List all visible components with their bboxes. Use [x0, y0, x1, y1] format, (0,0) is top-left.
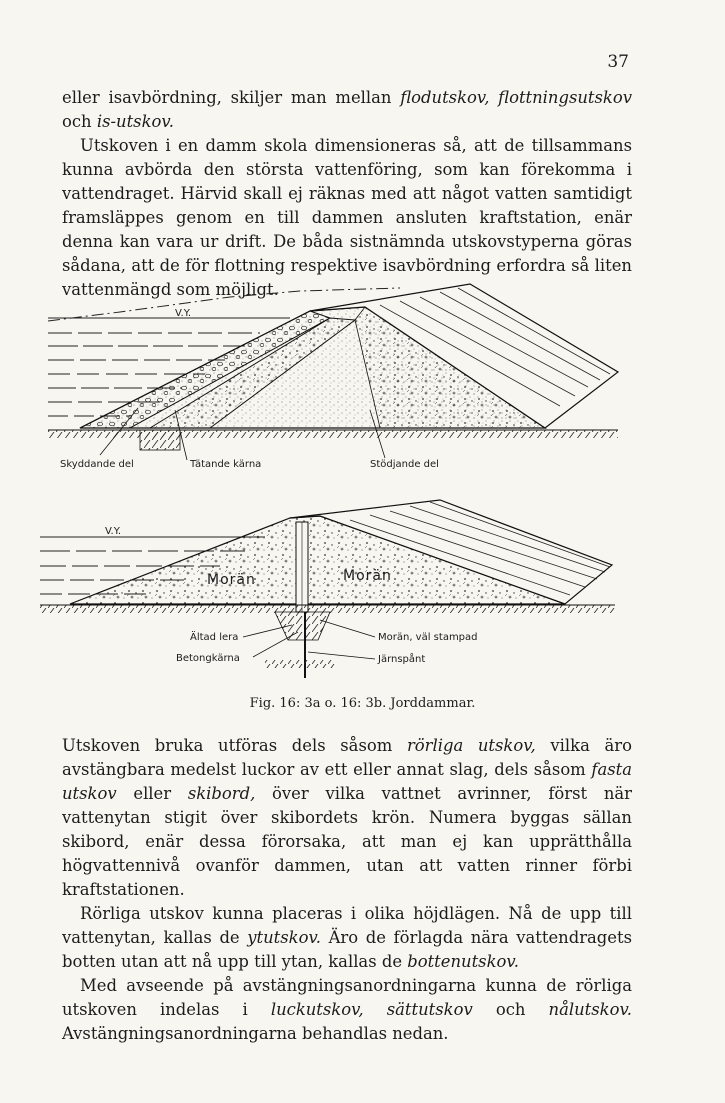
label-moran-packed: Morän, väl stampad: [378, 632, 478, 643]
italic-term: ytutskov.: [247, 928, 321, 947]
water-level-label: V.Y.: [105, 526, 121, 537]
text-run: Äro de förlagda nära vattendragets botten utan att nå upp till ytan, kallas de: [62, 928, 632, 971]
text-run: och: [62, 112, 97, 131]
italic-term: nålutskov.: [548, 1000, 632, 1019]
text-run: Avstängningsanordningarna behandlas nedan.: [62, 1024, 449, 1043]
label-moran-right: Morän: [343, 568, 392, 584]
bottom-text-block: [62, 734, 632, 1046]
italic-term: fasta utskov: [62, 760, 632, 803]
paragraph: [62, 974, 632, 1046]
text-run: Med avseende på avstängningsanordningarna kunna de rörliga utskoven indelas i: [62, 976, 632, 1019]
text-run: Utskoven bruka utföras dels såsom: [62, 736, 407, 755]
italic-term: skibord,: [187, 784, 256, 803]
figure-3b: [40, 500, 615, 678]
label-protective-part: Skyddande del: [60, 459, 134, 470]
text-run: Rörliga utskov kunna placeras i olika höjdlägen. Nå de upp till vattenytan, kallas de: [62, 904, 632, 947]
text-run: vilka äro avstängbara medelst luckor av ett eller annat slag, dels såsom: [62, 736, 632, 779]
text-run: Utskoven i en damm skola dimensioneras så, att de tillsammans kunna avbörda den största vattenföring, som kan förekomma i vattendraget. Härvid skall ej räknas med att något vatten samtidigt framsläppes genom en till dammen ansluten kraftstation, enär denna kan vara ur drift. De båda sistnämnda utskovstyperna göras sådana, att de för flottning respektive isavbördning erfordra så liten vattenmängd som möjligt.: [62, 136, 632, 299]
label-concrete-core: Betongkärna: [176, 653, 240, 664]
water-level-label: V.Y.: [175, 308, 191, 319]
italic-term: rörliga utskov,: [406, 736, 536, 755]
text-run: över vilka vattnet avrinner, först när vattenytan stigit över skibordets krön. Numera byggas sällan skibord, enär dessa förorsaka, att man ej kan upprätthålla högvattennivå ovanför dammen, utan att vatten rinner förbi kraftstationen.: [62, 784, 633, 899]
text-run: och: [472, 1000, 549, 1019]
text-run: eller isavbördning, skiljer man mellan: [62, 88, 401, 107]
page-number: 37: [607, 52, 629, 72]
label-supporting-part: Stödjande del: [370, 459, 439, 470]
text-run: eller: [116, 784, 188, 803]
label-clay: Ältad lera: [190, 632, 239, 643]
italic-term: luckutskov, sättutskov: [270, 1000, 473, 1019]
figure-caption: Fig. 16: 3a o. 16: 3b. Jorddammar.: [249, 696, 476, 711]
italic-term: is-utskov.: [96, 112, 174, 131]
italic-term: flodutskov, flottningsutskov: [400, 88, 632, 107]
label-sealing-core: Tätande kärna: [190, 459, 262, 470]
paragraph: [62, 902, 632, 974]
italic-term: bottenutskov.: [407, 952, 519, 971]
figure-3a: [48, 284, 618, 470]
label-moran-left: Morän: [207, 572, 256, 588]
label-sheet-pile: Järnspånt: [378, 654, 426, 665]
paragraph: [62, 734, 632, 902]
